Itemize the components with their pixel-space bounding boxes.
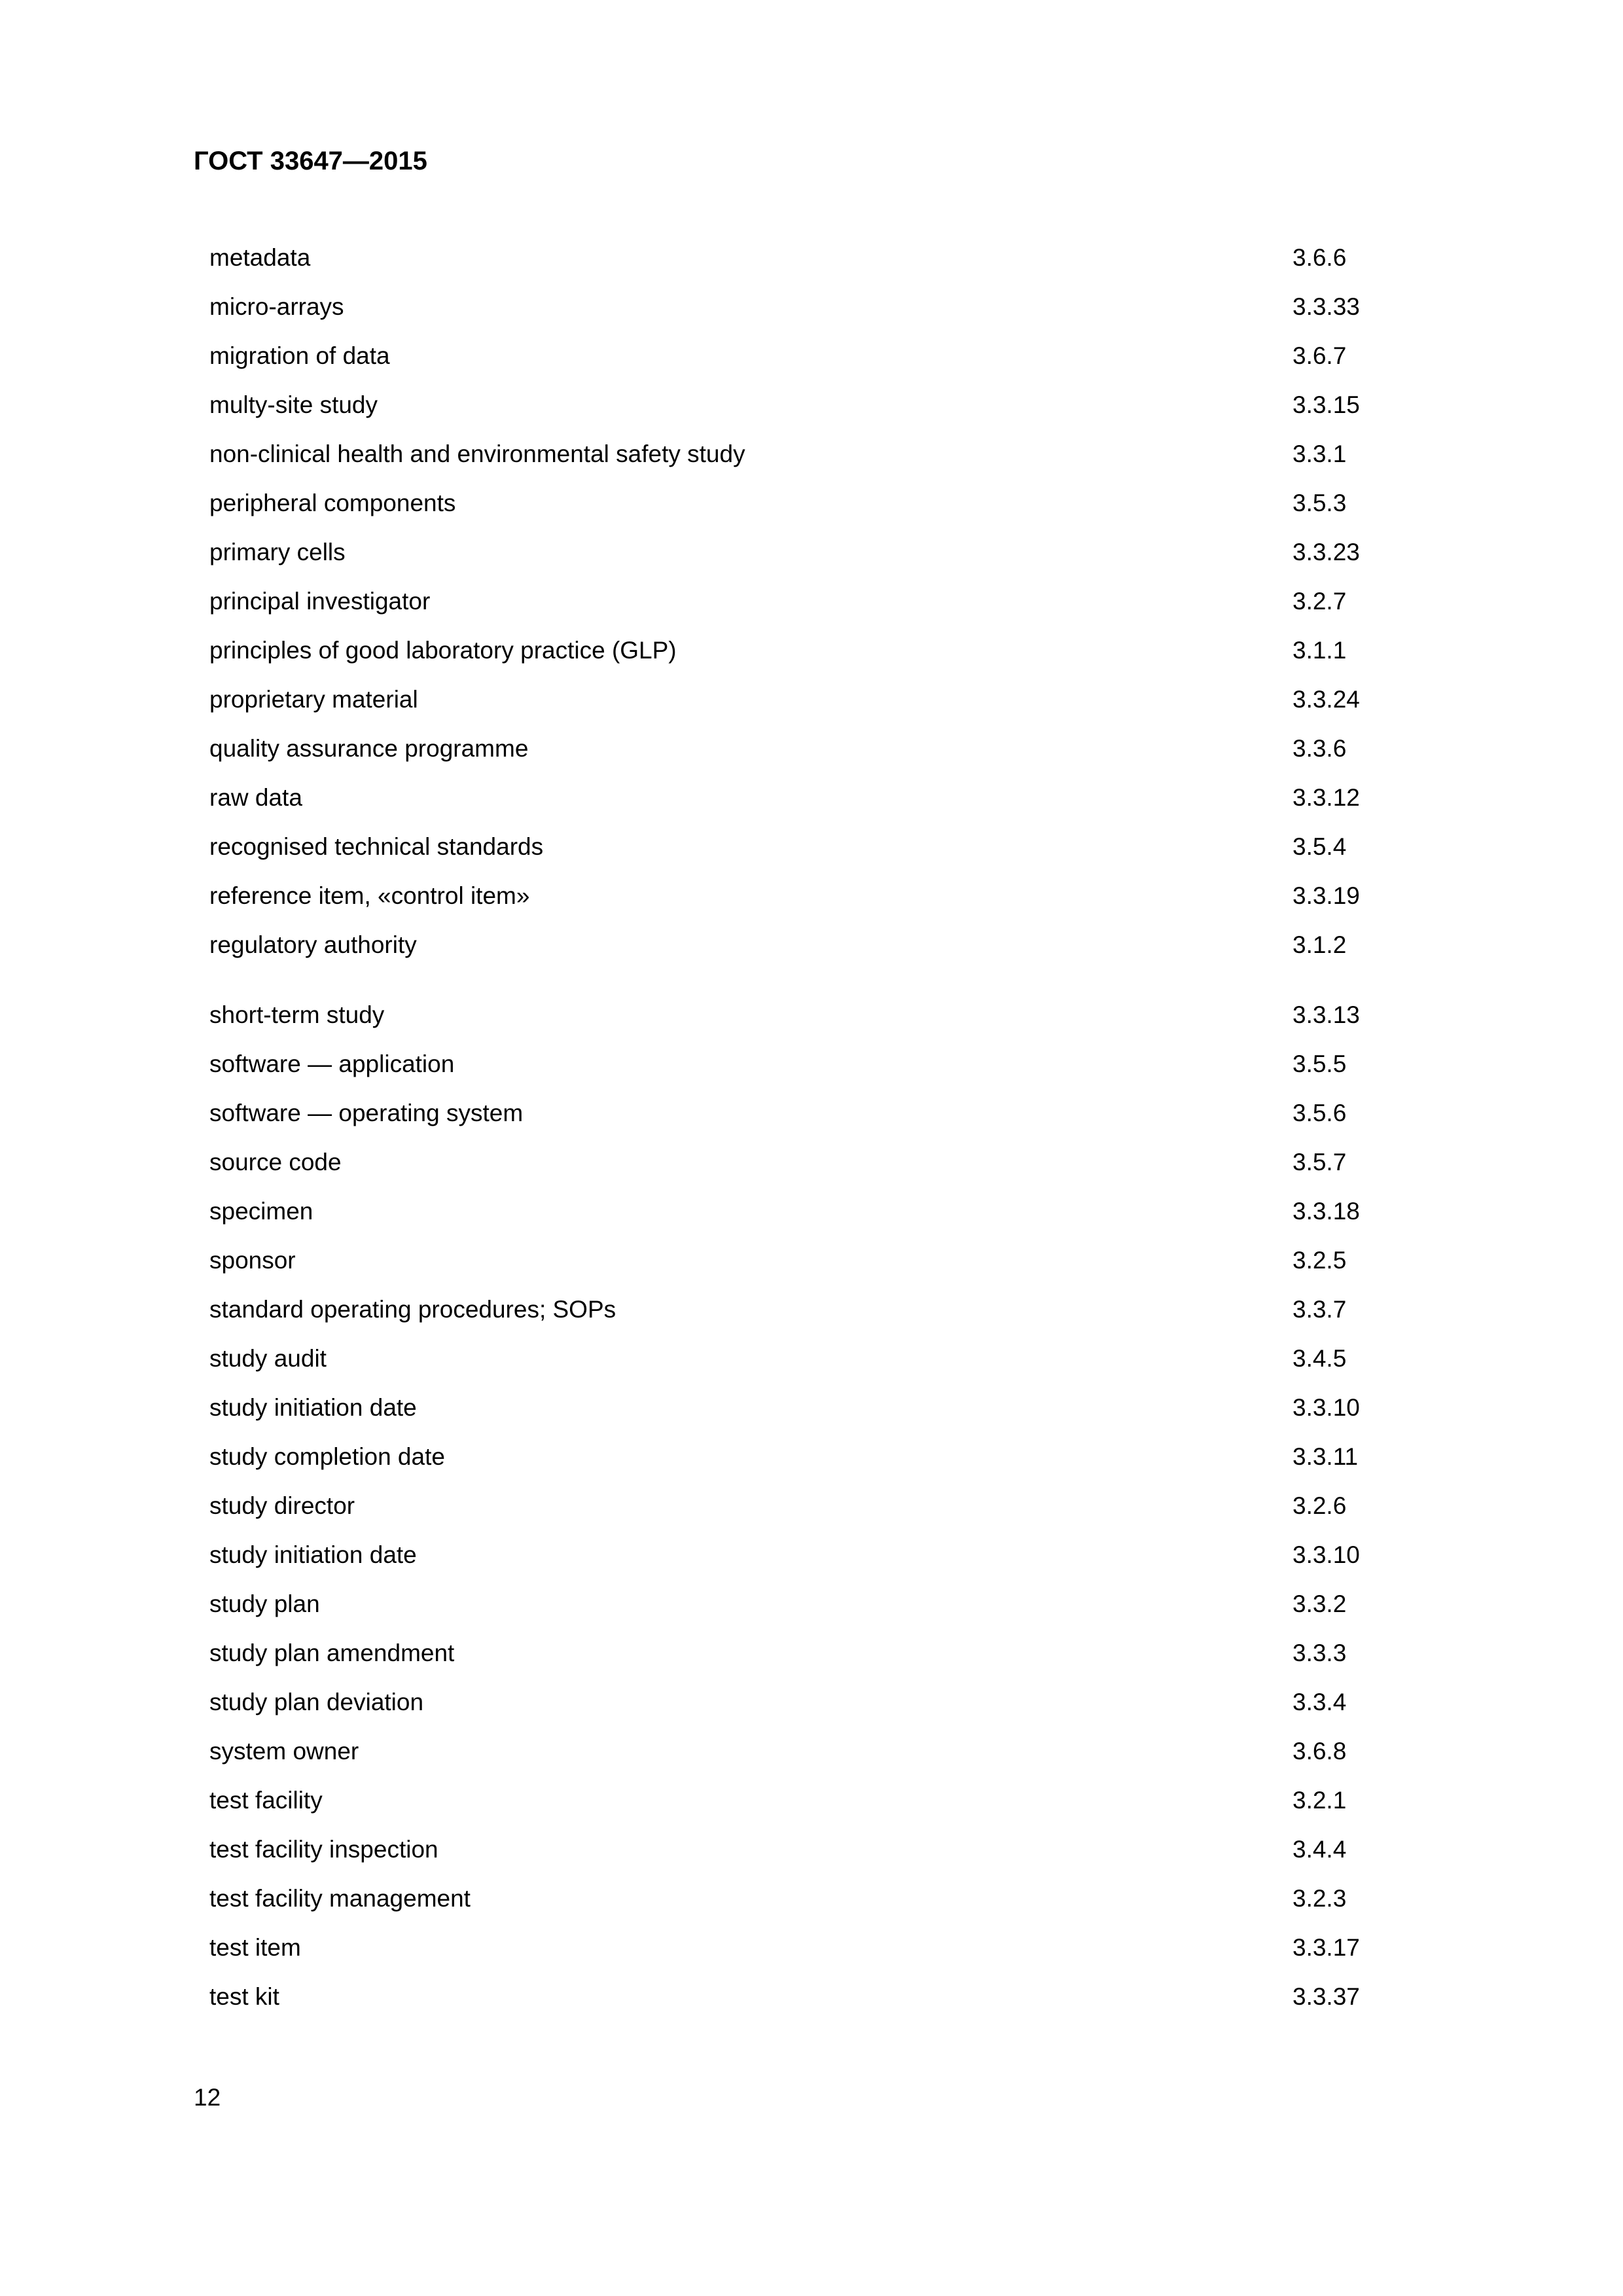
- index-entry: [209, 1641, 1453, 1690]
- index-term: standard operating procedures; SOPs: [209, 1296, 616, 1323]
- index-entry: [209, 1052, 1453, 1101]
- index-ref: 3.3.3: [1293, 1640, 1347, 1666]
- index-term: short-term study: [209, 1001, 385, 1028]
- index-ref: 3.3.19: [1293, 882, 1360, 909]
- index-ref: 3.3.1: [1293, 440, 1347, 467]
- index-entry: [209, 1788, 1453, 1837]
- index-entry: [209, 1346, 1453, 1395]
- index-term: study completion date: [209, 1443, 445, 1470]
- index-term: migration of data: [209, 342, 390, 369]
- index-term: test kit: [209, 1983, 279, 2010]
- index-entry: [209, 1150, 1453, 1199]
- index-term: micro-arrays: [209, 293, 344, 320]
- index-term: software — application: [209, 1050, 455, 1077]
- index-entry: [209, 393, 1453, 442]
- index-ref: 3.3.12: [1293, 784, 1360, 811]
- index-ref: 3.3.18: [1293, 1198, 1360, 1225]
- index-ref: 3.3.2: [1293, 1590, 1347, 1617]
- index-term: multy-site study: [209, 391, 378, 418]
- index-term: raw data: [209, 784, 302, 811]
- index-ref: 3.6.6: [1293, 244, 1347, 271]
- term-index-list: [209, 245, 1453, 2034]
- index-term: principles of good laboratory practice (GLP): [209, 637, 677, 664]
- index-ref: 3.3.23: [1293, 539, 1360, 565]
- index-ref: 3.3.11: [1293, 1443, 1359, 1470]
- index-entry: [209, 1886, 1453, 1935]
- index-entry: [209, 1494, 1453, 1543]
- index-entry: [209, 1837, 1453, 1886]
- index-entry: [209, 1592, 1453, 1641]
- index-ref: 3.3.10: [1293, 1541, 1360, 1568]
- index-term: test facility inspection: [209, 1836, 438, 1863]
- index-entry: [209, 1444, 1453, 1494]
- index-term: study director: [209, 1492, 355, 1519]
- index-entry: [209, 245, 1453, 295]
- index-ref: 3.6.7: [1293, 342, 1347, 369]
- index-entry: [209, 1199, 1453, 1248]
- index-entry: [209, 1101, 1453, 1150]
- index-term: study plan amendment: [209, 1640, 455, 1666]
- index-ref: 3.3.6: [1293, 735, 1347, 762]
- index-term: study audit: [209, 1345, 327, 1372]
- index-entry: [209, 1690, 1453, 1739]
- index-entry: [209, 1543, 1453, 1592]
- index-entry: [209, 834, 1453, 884]
- index-term: regulatory authority: [209, 931, 417, 958]
- index-ref: 3.5.7: [1293, 1149, 1347, 1175]
- index-term: specimen: [209, 1198, 313, 1225]
- index-ref: 3.2.7: [1293, 588, 1347, 615]
- index-term: primary cells: [209, 539, 346, 565]
- document-header: ГОСТ 33647—2015: [194, 147, 427, 175]
- index-ref: 3.4.4: [1293, 1836, 1347, 1863]
- index-entry: [209, 638, 1453, 687]
- index-ref: 3.3.37: [1293, 1983, 1360, 2010]
- index-term: system owner: [209, 1738, 359, 1765]
- index-entry: [209, 736, 1453, 785]
- index-term: software — operating system: [209, 1100, 524, 1126]
- index-entry: [209, 1739, 1453, 1788]
- index-ref: 3.5.5: [1293, 1050, 1347, 1077]
- index-term: metadata: [209, 244, 311, 271]
- index-entry: [209, 884, 1453, 933]
- index-entry: [209, 1935, 1453, 1984]
- index-entry: [209, 491, 1453, 540]
- index-entry: [209, 589, 1453, 638]
- index-ref: 3.5.4: [1293, 833, 1347, 860]
- index-term: study initiation date: [209, 1541, 417, 1568]
- index-ref: 3.3.7: [1293, 1296, 1347, 1323]
- index-entry: [209, 1248, 1453, 1297]
- index-entry: [209, 933, 1453, 982]
- index-ref: 3.5.6: [1293, 1100, 1347, 1126]
- index-ref: 3.5.3: [1293, 490, 1347, 516]
- index-ref: 3.4.5: [1293, 1345, 1347, 1372]
- index-term: proprietary material: [209, 686, 418, 713]
- index-term: test item: [209, 1934, 301, 1961]
- index-term: recognised technical standards: [209, 833, 544, 860]
- index-entry: [209, 1395, 1453, 1444]
- index-entry: [209, 687, 1453, 736]
- index-ref: 3.3.15: [1293, 391, 1360, 418]
- index-ref: 3.3.24: [1293, 686, 1360, 713]
- index-term: test facility management: [209, 1885, 471, 1912]
- index-term: quality assurance programme: [209, 735, 529, 762]
- index-term: principal investigator: [209, 588, 431, 615]
- index-ref: 3.1.1: [1293, 637, 1347, 664]
- index-term: study plan: [209, 1590, 320, 1617]
- index-ref: 3.6.8: [1293, 1738, 1347, 1765]
- index-ref: 3.3.10: [1293, 1394, 1360, 1421]
- page-number: 12: [194, 2084, 221, 2111]
- index-ref: 3.3.33: [1293, 293, 1360, 320]
- index-entry: [209, 785, 1453, 834]
- index-ref: 3.3.13: [1293, 1001, 1360, 1028]
- index-entry: [209, 540, 1453, 589]
- index-entry: [209, 1003, 1453, 1052]
- index-ref: 3.2.6: [1293, 1492, 1347, 1519]
- index-entry: [209, 1297, 1453, 1346]
- index-ref: 3.3.17: [1293, 1934, 1360, 1961]
- index-ref: 3.2.5: [1293, 1247, 1347, 1274]
- index-ref: 3.2.1: [1293, 1787, 1347, 1814]
- index-ref: 3.3.4: [1293, 1689, 1347, 1715]
- index-entry: [209, 1984, 1453, 2034]
- index-term: source code: [209, 1149, 342, 1175]
- index-entry: [209, 344, 1453, 393]
- index-term: study plan deviation: [209, 1689, 424, 1715]
- index-term: study initiation date: [209, 1394, 417, 1421]
- index-term: sponsor: [209, 1247, 296, 1274]
- index-term: test facility: [209, 1787, 323, 1814]
- index-entry: [209, 442, 1453, 491]
- index-ref: 3.1.2: [1293, 931, 1347, 958]
- index-ref: 3.2.3: [1293, 1885, 1347, 1912]
- index-term: non-clinical health and environmental safety study: [209, 440, 745, 467]
- index-term: reference item, «control item»: [209, 882, 530, 909]
- index-entry: [209, 295, 1453, 344]
- index-term: peripheral components: [209, 490, 456, 516]
